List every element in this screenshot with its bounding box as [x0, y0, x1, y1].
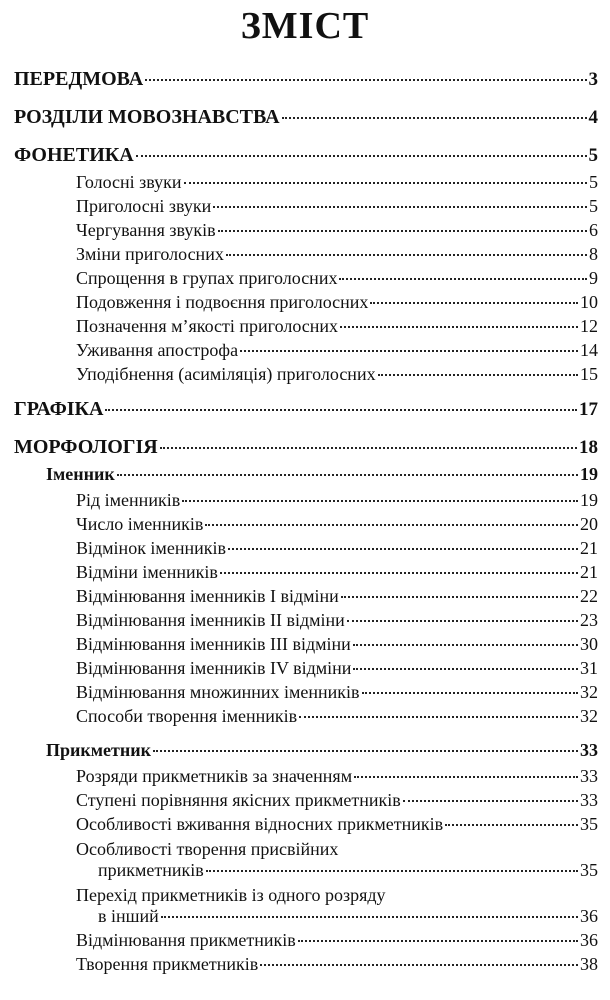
- toc-page-number: 38: [580, 954, 598, 974]
- toc-page-number: 12: [580, 316, 598, 336]
- dot-leader: [353, 644, 578, 646]
- toc-entry-label: Відмінювання іменників IV відміни: [76, 658, 352, 678]
- dot-leader: [240, 350, 578, 352]
- toc-page-number: 18: [579, 437, 598, 458]
- toc-entry-label: Розряди прикметників за значенням: [76, 766, 353, 786]
- toc-entry-label: РОЗДІЛИ МОВОЗНАВСТВА: [14, 106, 280, 128]
- toc-page-number: 32: [580, 682, 598, 702]
- toc-page-number: 3: [588, 69, 598, 90]
- dot-leader: [161, 916, 578, 918]
- toc-entry-label: Відмінок іменників: [76, 538, 226, 558]
- dot-leader: [340, 326, 578, 328]
- dot-leader: [145, 79, 586, 81]
- dot-leader: [299, 716, 578, 718]
- toc-subentry[interactable]: [0, 930, 610, 954]
- toc-page-number: 21: [580, 562, 598, 582]
- toc-entry-label: Відмінювання множинних іменників: [76, 682, 360, 702]
- dot-leader: [341, 596, 578, 598]
- toc-page-number: 31: [580, 658, 598, 678]
- toc-subentry[interactable]: [0, 364, 610, 388]
- toc-entry-label: в інший: [98, 906, 159, 926]
- dot-leader: [226, 254, 587, 256]
- dot-leader: [260, 964, 578, 966]
- toc-page-number: 14: [580, 340, 598, 360]
- dot-leader: [339, 278, 587, 280]
- toc-page-number: 33: [580, 740, 598, 760]
- toc-entry-label: Зміни приголосних: [76, 244, 224, 264]
- toc-page-number: 5: [588, 145, 598, 166]
- toc-subentry[interactable]: [0, 172, 610, 196]
- toc-section-imennyk[interactable]: [0, 464, 610, 490]
- toc-page-number: 19: [580, 490, 598, 510]
- dot-leader: [153, 750, 578, 752]
- toc-entry-label: Позначення м’якості приголосних: [76, 316, 339, 336]
- toc-subentry[interactable]: [0, 954, 610, 978]
- toc-page-number: 17: [579, 399, 598, 420]
- dot-leader: [218, 230, 587, 232]
- toc-page-number: 33: [580, 790, 598, 810]
- dot-leader: [205, 524, 578, 526]
- toc-entry-label: Чергування звуків: [76, 220, 216, 240]
- toc-page-number: 32: [580, 706, 598, 726]
- toc-entry-label: прикметників: [98, 860, 204, 880]
- toc-page-number: 36: [580, 906, 598, 926]
- toc-subentry[interactable]: [0, 634, 610, 658]
- toc-page-number: 20: [580, 514, 598, 534]
- dot-leader: [184, 182, 587, 184]
- toc-page-number: 5: [589, 196, 598, 216]
- toc-entry-label: Спрощення в групах приголосних: [76, 268, 338, 288]
- dot-leader: [160, 447, 577, 449]
- toc-subentry[interactable]: [0, 244, 610, 268]
- toc-entry-label: ГРАФІКА: [14, 398, 104, 420]
- page-title: ЗМІСТ: [240, 5, 370, 47]
- dot-leader: [117, 474, 578, 476]
- toc-subentry[interactable]: [0, 814, 610, 838]
- toc-entry-rozdily[interactable]: [0, 106, 610, 134]
- dot-leader: [206, 870, 578, 872]
- toc-subentry[interactable]: [0, 268, 610, 292]
- toc-subentry[interactable]: [0, 790, 610, 814]
- toc-entry-label: Приголосні звуки: [76, 196, 212, 216]
- dot-leader: [347, 620, 578, 622]
- dot-leader: [378, 374, 578, 376]
- dot-leader: [282, 117, 587, 119]
- toc-subentry[interactable]: [0, 766, 610, 790]
- toc-entry-label: Прикметник: [46, 740, 151, 760]
- dot-leader: [136, 155, 587, 157]
- toc-entry-label: Уподібнення (асиміляція) приголосних: [76, 364, 376, 384]
- toc-entry-label: Голосні звуки: [76, 172, 182, 192]
- toc-entry-label: Подовження і подвоєння приголосних: [76, 292, 369, 312]
- toc-entry-label: Уживання апострофа: [76, 340, 239, 360]
- toc-page-number: 4: [588, 107, 598, 128]
- dot-leader: [362, 692, 579, 694]
- toc-entry-morfolohiia[interactable]: [0, 436, 610, 464]
- toc-page-number: 35: [580, 814, 598, 834]
- toc-subentry[interactable]: [0, 514, 610, 538]
- toc-subentry-line1: Особливості творення присвійних: [76, 839, 339, 859]
- dot-leader: [353, 668, 578, 670]
- toc-subentry[interactable]: [0, 586, 610, 610]
- toc-subentry[interactable]: [0, 490, 610, 514]
- dot-leader: [354, 776, 578, 778]
- toc-page-number: 35: [580, 860, 598, 880]
- dot-leader: [105, 409, 577, 411]
- toc-subentry[interactable]: [0, 340, 610, 364]
- toc-subentry[interactable]: [0, 292, 610, 316]
- dot-leader: [213, 206, 587, 208]
- toc-page-number: 33: [580, 766, 598, 786]
- toc-entry-peredmova[interactable]: [0, 68, 610, 96]
- toc-entry-label: Відмінювання іменників ІІ відміни: [76, 610, 345, 630]
- toc-subentry[interactable]: [0, 658, 610, 682]
- toc-page-number: 9: [589, 268, 598, 288]
- toc-subentry[interactable]: [0, 196, 610, 220]
- dot-leader: [445, 824, 578, 826]
- toc-entry-label: ФОНЕТИКА: [14, 144, 134, 166]
- toc-entry-label: Відмінювання іменників ІІІ відміни: [76, 634, 351, 654]
- toc-subentry[interactable]: [0, 562, 610, 586]
- dot-leader: [182, 500, 578, 502]
- toc-page-number: 36: [580, 930, 598, 950]
- dot-leader: [220, 572, 578, 574]
- toc-entry-label: МОРФОЛОГІЯ: [14, 436, 158, 458]
- toc-subentry[interactable]: [0, 316, 610, 340]
- toc-entry-label: Відмінювання іменників І відміни: [76, 586, 339, 606]
- toc-section-prykmetnyk[interactable]: [0, 740, 610, 766]
- toc-subentry[interactable]: [0, 682, 610, 706]
- toc-entry-label: Відмінювання прикметників: [76, 930, 296, 950]
- toc-page-number: 10: [580, 292, 598, 312]
- toc-subentry-line1: Перехід прикметників із одного розряду: [76, 885, 386, 905]
- toc-page-number: 5: [589, 172, 598, 192]
- toc-subentry[interactable]: [0, 906, 610, 930]
- toc-entry-label: Особливості вживання відносних прикметників: [76, 814, 444, 834]
- toc-page-number: 30: [580, 634, 598, 654]
- toc-entry-hrafika[interactable]: [0, 398, 610, 426]
- toc-page-number: 19: [580, 464, 598, 484]
- toc-entry-label: Іменник: [46, 464, 115, 484]
- dot-leader: [370, 302, 578, 304]
- toc-page-number: 8: [589, 244, 598, 264]
- dot-leader: [298, 940, 578, 942]
- toc-page-number: 6: [589, 220, 598, 240]
- toc-entry-label: Рід іменників: [76, 490, 181, 510]
- toc-entry-label: Ступені порівняння якісних прикметників: [76, 790, 401, 810]
- toc-subentry[interactable]: [0, 706, 610, 730]
- dot-leader: [403, 800, 578, 802]
- toc-page-number: 23: [580, 610, 598, 630]
- toc-entry-label: Способи творення іменників: [76, 706, 298, 726]
- table-of-contents: [0, 68, 610, 978]
- toc-entry-label: Творення прикметників: [76, 954, 259, 974]
- toc-subentry[interactable]: [0, 538, 610, 562]
- toc-subentry[interactable]: [0, 220, 610, 244]
- toc-subentry[interactable]: [0, 860, 610, 884]
- toc-entry-label: Відміни іменників: [76, 562, 218, 582]
- toc-page-number: 22: [580, 586, 598, 606]
- toc-entry-label: ПЕРЕДМОВА: [14, 68, 144, 90]
- toc-entry-label: Число іменників: [76, 514, 204, 534]
- toc-entry-fonetyka[interactable]: [0, 144, 610, 172]
- dot-leader: [228, 548, 578, 550]
- toc-page-number: 15: [580, 364, 598, 384]
- toc-subentry[interactable]: [0, 610, 610, 634]
- toc-page-number: 21: [580, 538, 598, 558]
